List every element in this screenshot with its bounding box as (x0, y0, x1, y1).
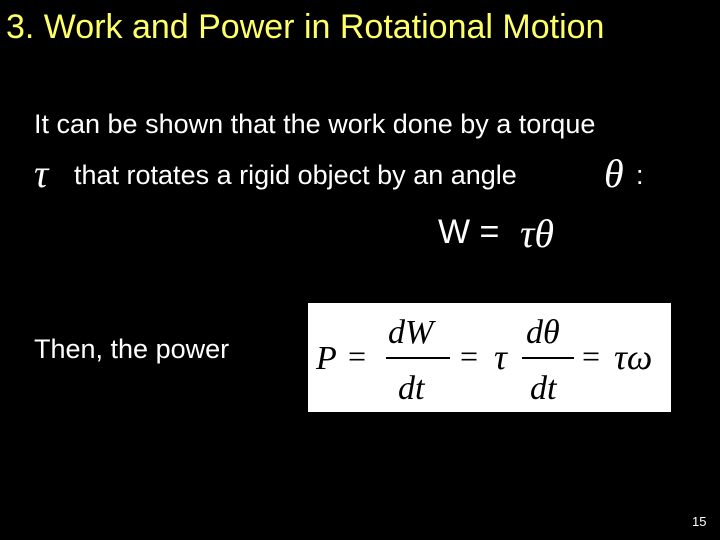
slide-title: 3. Work and Power in Rotational Motion (6, 8, 605, 46)
power-intro-text: Then, the power (34, 334, 230, 364)
formula-p: P (316, 340, 337, 377)
work-equation-lhs: W = (438, 213, 500, 251)
colon: : (636, 160, 644, 190)
formula-dw: dW (388, 314, 434, 351)
formula-dt-1: dt (398, 370, 425, 407)
intro-text-line-2: that rotates a rigid object by an angle (74, 160, 517, 190)
formula-tau-omega: τω (614, 337, 653, 377)
page-number: 15 (692, 514, 707, 529)
formula-eq-3: = (582, 338, 601, 374)
tau-symbol: τ (34, 151, 49, 196)
theta-symbol: θ (604, 151, 624, 196)
formula-eq-1: = (348, 338, 367, 374)
power-formula-box (308, 303, 671, 412)
formula-eq-2: = (460, 338, 479, 374)
power-formula (308, 303, 671, 412)
formula-dtheta: dθ (526, 314, 560, 351)
formula-dt-2: dt (530, 370, 557, 407)
formula-tau: τ (494, 337, 507, 377)
work-equation-rhs: τθ (520, 211, 554, 256)
intro-text-line-1: It can be shown that the work done by a torque (34, 109, 596, 139)
